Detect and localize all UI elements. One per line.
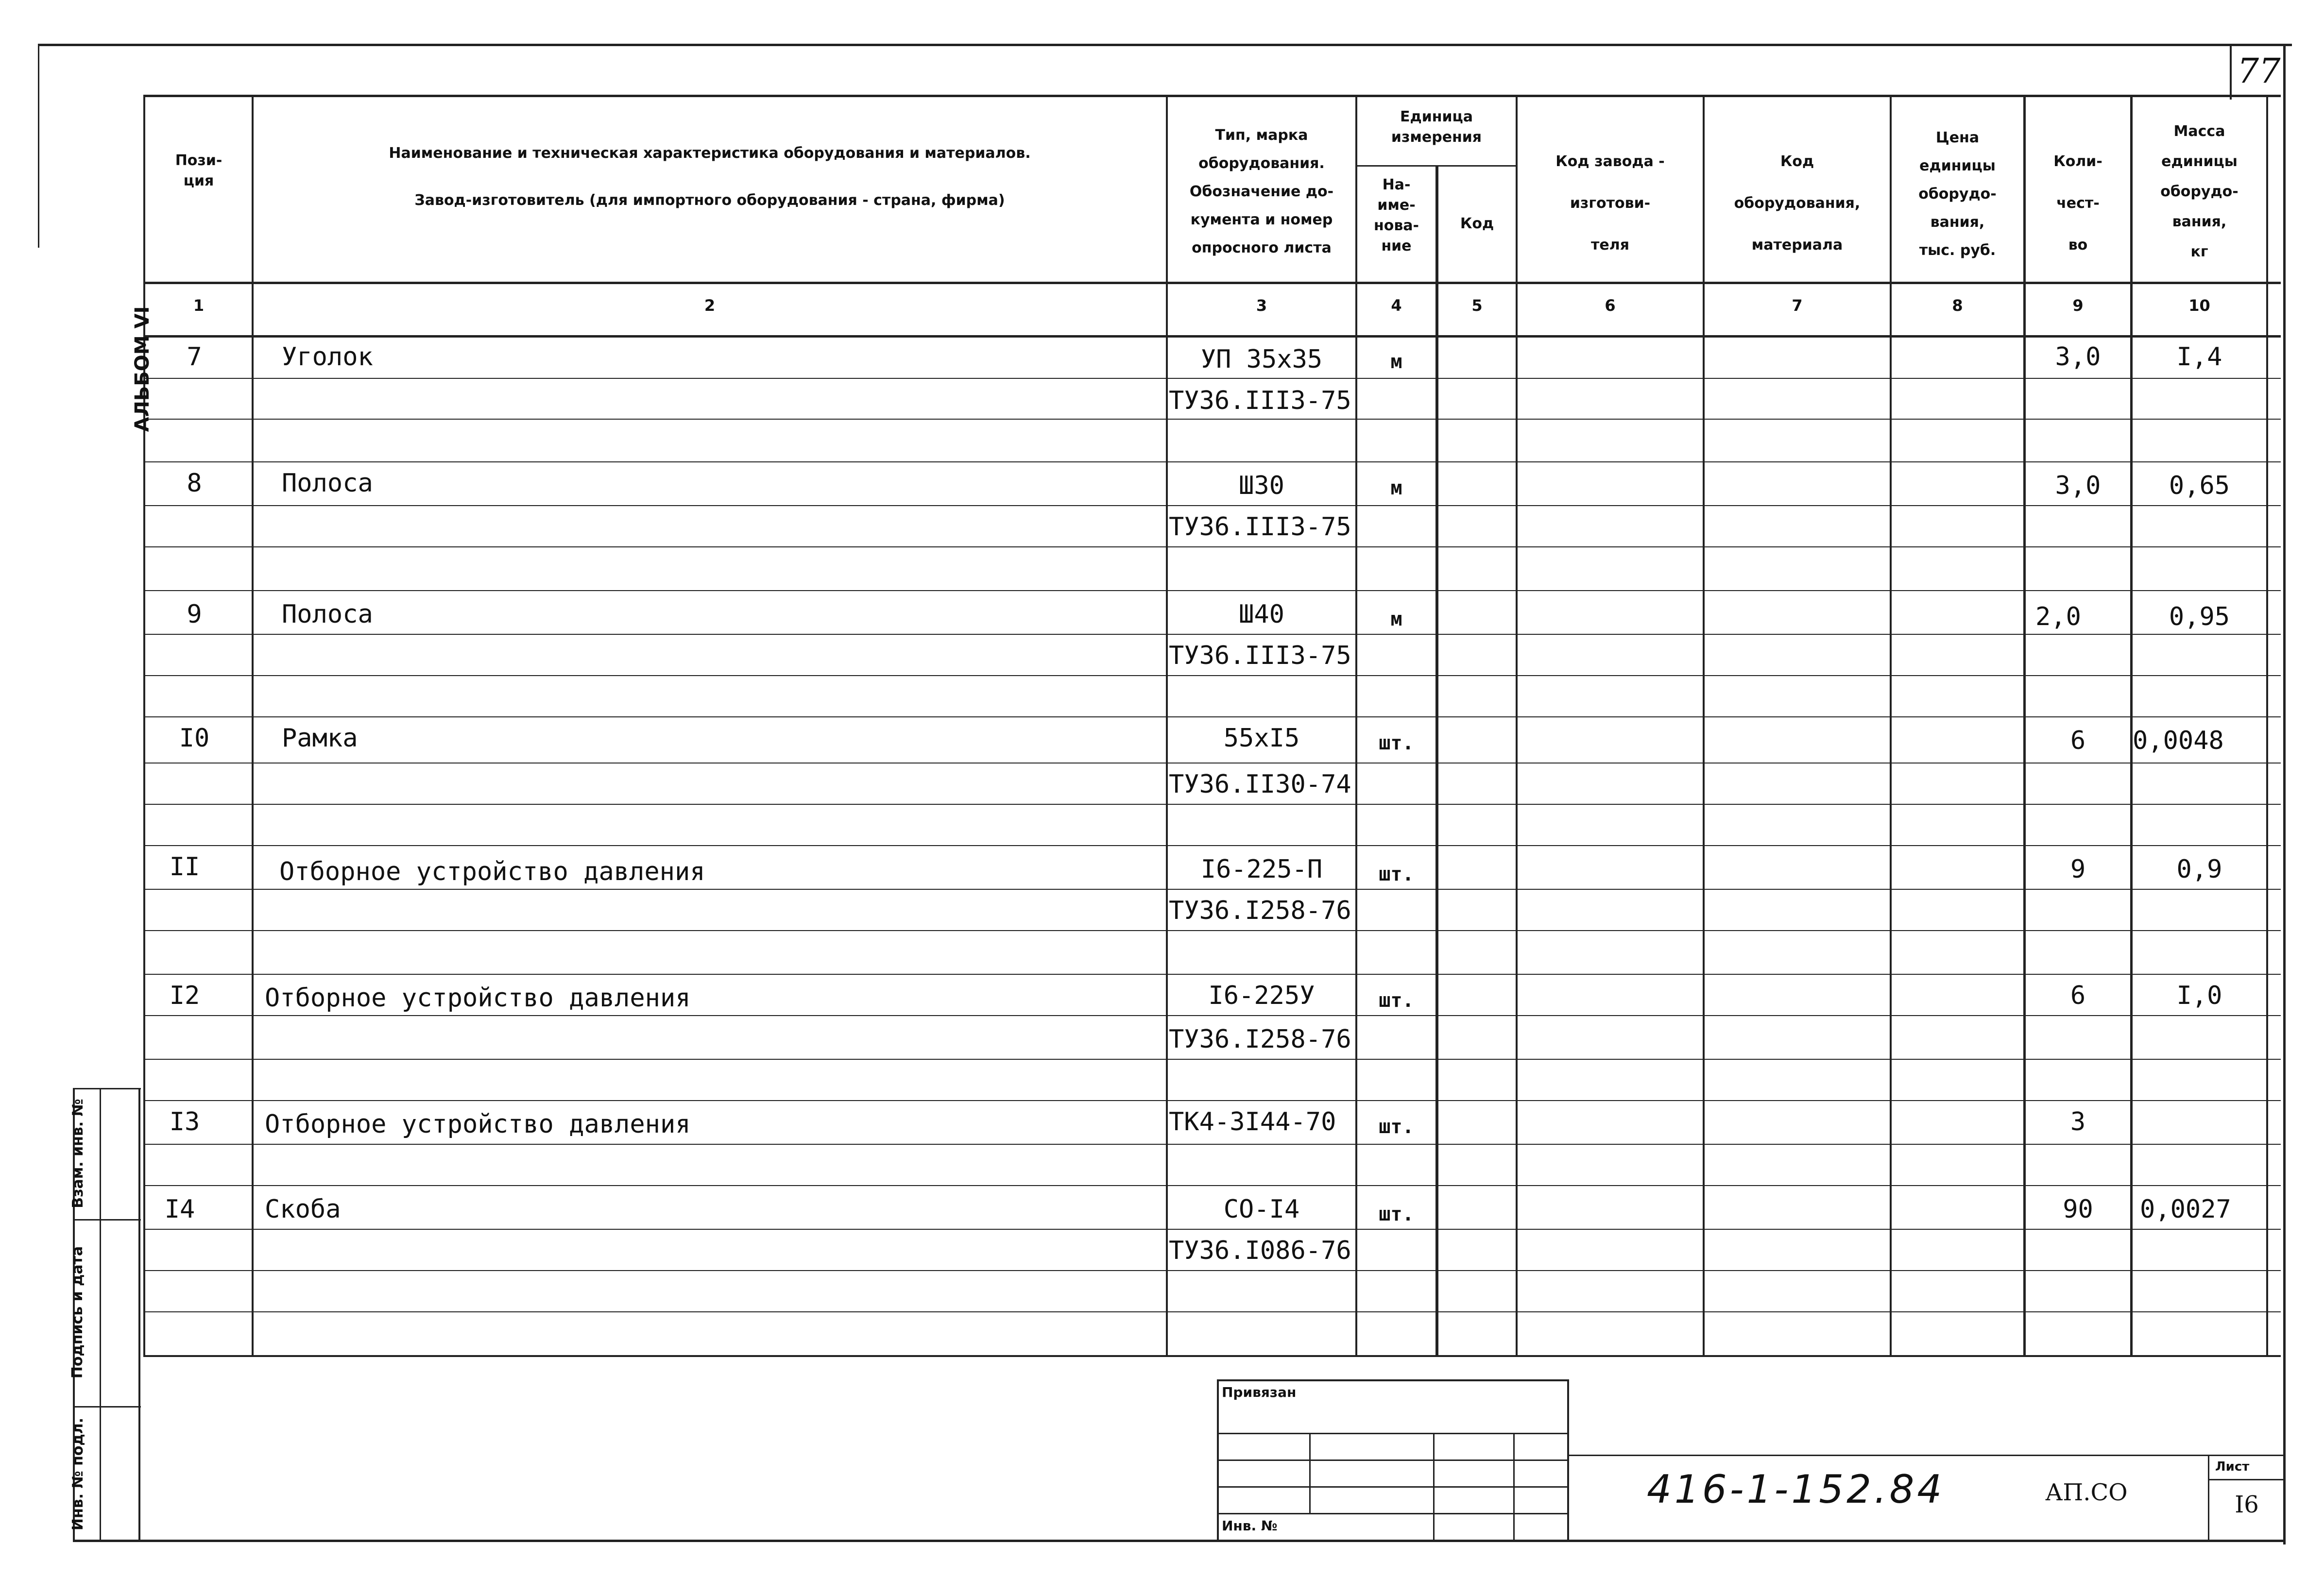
row-line bbox=[143, 378, 2281, 379]
col-number-1: 1 bbox=[193, 296, 205, 315]
tb-privyazan: Привязан bbox=[1222, 1384, 1297, 1400]
row-name: Рамка bbox=[282, 724, 358, 753]
tb-h3 bbox=[1217, 1486, 1569, 1488]
row-position: 7 bbox=[187, 342, 202, 372]
row-name: Отборное устройство давления bbox=[279, 857, 705, 886]
row-quantity: 6 bbox=[2070, 981, 2086, 1010]
row-mass: 0,9 bbox=[2176, 855, 2222, 884]
col-line-9 bbox=[2130, 95, 2133, 1355]
header-factory-code: Код завода - изготови- теля bbox=[1555, 153, 1665, 254]
row-quantity: 2,0 bbox=[2035, 602, 2081, 631]
table-bottom bbox=[143, 1355, 2281, 1357]
tb-doc-top bbox=[1567, 1455, 2284, 1456]
row-position: 8 bbox=[187, 469, 202, 498]
row-type-doc: ТУ36.III3-75 bbox=[1169, 641, 1351, 670]
table-top bbox=[143, 95, 2281, 97]
table-colnum-bottom bbox=[143, 335, 2281, 338]
row-type: I6-225-П bbox=[1200, 855, 1323, 884]
row-unit: м bbox=[1390, 477, 1402, 499]
col-number-10: 10 bbox=[2188, 296, 2210, 315]
row-unit: м bbox=[1390, 351, 1402, 373]
tb-v3 bbox=[1513, 1433, 1515, 1542]
col-number-8: 8 bbox=[1952, 296, 1963, 315]
row-line bbox=[143, 889, 2281, 890]
tb-h1 bbox=[1217, 1433, 1569, 1434]
album-label: АЛЬБОМ VI bbox=[131, 306, 154, 432]
frame-bottom bbox=[73, 1540, 2286, 1542]
col-line-1 bbox=[252, 95, 254, 1355]
row-type: I6-225У bbox=[1208, 981, 1315, 1010]
row-line bbox=[143, 930, 2281, 931]
doc-number: 416-1-152.84 bbox=[1647, 1467, 1945, 1512]
tb-top bbox=[1217, 1379, 1569, 1381]
col-line-4 bbox=[1435, 165, 1438, 1355]
row-type-doc: ТУ36.II30-74 bbox=[1169, 770, 1351, 799]
row-quantity: 3,0 bbox=[2055, 471, 2101, 500]
col-number-4: 4 bbox=[1391, 296, 1402, 315]
tb-inv-no: Инв. № bbox=[1222, 1518, 1278, 1534]
row-type: УП 35х35 bbox=[1200, 345, 1323, 374]
col-line-3 bbox=[1355, 95, 1357, 1355]
row-type-doc: ТУ36.I258-76 bbox=[1169, 896, 1351, 925]
row-quantity: 3,0 bbox=[2055, 342, 2101, 372]
row-line bbox=[143, 1015, 2281, 1016]
tb-v2 bbox=[1433, 1433, 1435, 1542]
col-line-7 bbox=[1890, 95, 1892, 1355]
row-line bbox=[143, 1311, 2281, 1312]
row-line bbox=[143, 845, 2281, 846]
side-stamp-mid bbox=[100, 1088, 101, 1542]
col-line-5 bbox=[1516, 95, 1518, 1355]
row-name: Полоса bbox=[282, 469, 373, 498]
row-line bbox=[143, 675, 2281, 676]
header-name-line2: Завод-изготовитель (для импортного оборудования - страна, фирма) bbox=[414, 192, 1005, 209]
col-number-7: 7 bbox=[1792, 296, 1803, 315]
frame-top bbox=[38, 44, 2292, 46]
side-stamp-sep1 bbox=[73, 1219, 141, 1221]
side-stamp-inv-podl: Инв. № подл. bbox=[69, 1417, 86, 1531]
row-name: Отборное устройство давления bbox=[265, 984, 691, 1013]
page-box-left bbox=[2230, 46, 2232, 100]
col-number-5: 5 bbox=[1471, 296, 1483, 315]
row-line bbox=[143, 716, 2281, 717]
row-name: Отборное устройство давления bbox=[265, 1110, 691, 1139]
frame-left bbox=[38, 44, 39, 248]
row-line bbox=[143, 1144, 2281, 1145]
row-line bbox=[143, 1185, 2281, 1186]
sheet-label: Лист bbox=[2215, 1459, 2250, 1474]
row-position: I0 bbox=[179, 724, 210, 753]
row-type-doc: ТУ36.III3-75 bbox=[1169, 512, 1351, 542]
row-mass: 0,95 bbox=[2169, 602, 2230, 631]
row-unit: шт. bbox=[1379, 732, 1414, 754]
row-type-doc: ТУ36.I086-76 bbox=[1169, 1236, 1351, 1265]
row-mass: I,0 bbox=[2176, 981, 2222, 1010]
row-line bbox=[143, 590, 2281, 591]
row-name: Скоба bbox=[265, 1195, 341, 1224]
row-line bbox=[143, 505, 2281, 506]
sheet-number: I6 bbox=[2235, 1491, 2259, 1518]
row-line bbox=[143, 546, 2281, 547]
side-stamp-vzam: Взам. инв. № bbox=[69, 1099, 86, 1208]
row-line bbox=[143, 1270, 2281, 1271]
row-position: I2 bbox=[169, 981, 200, 1010]
col-line-6 bbox=[1703, 95, 1705, 1355]
col-number-2: 2 bbox=[704, 296, 716, 315]
row-position: 9 bbox=[187, 600, 202, 629]
doc-code: АП.СО bbox=[2045, 1479, 2128, 1506]
page-number: 77 bbox=[2237, 51, 2281, 91]
row-line bbox=[143, 1059, 2281, 1060]
row-line bbox=[143, 419, 2281, 420]
col-number-3: 3 bbox=[1256, 296, 1267, 315]
tb-h2 bbox=[1217, 1459, 1569, 1461]
col-line-10 bbox=[2266, 95, 2268, 1355]
row-position: I4 bbox=[164, 1195, 195, 1224]
header-name-line1: Наименование и техническая характеристика оборудования и материалов. bbox=[389, 145, 1031, 162]
row-unit: м bbox=[1390, 608, 1402, 630]
row-unit: шт. bbox=[1379, 989, 1414, 1012]
row-quantity: 6 bbox=[2070, 726, 2086, 755]
row-line bbox=[143, 461, 2281, 462]
row-type-doc: ТУ36.III3-75 bbox=[1169, 386, 1351, 415]
header-type: Тип, марка оборудования. Обозначение до- кумента и номер опросного листа bbox=[1189, 127, 1334, 256]
header-unit-code: Код bbox=[1460, 215, 1494, 232]
row-mass: 0,0027 bbox=[2140, 1195, 2231, 1224]
table-header-bottom bbox=[143, 282, 2281, 284]
header-position: Пози- ция bbox=[175, 152, 222, 189]
row-name: Уголок bbox=[282, 342, 373, 372]
row-line bbox=[143, 804, 2281, 805]
side-stamp-podpis: Подпись и дата bbox=[69, 1246, 86, 1379]
row-position: II bbox=[169, 852, 200, 882]
row-quantity: 90 bbox=[2063, 1195, 2093, 1224]
row-quantity: 3 bbox=[2070, 1107, 2086, 1137]
row-unit: шт. bbox=[1379, 863, 1414, 885]
row-type: Ш30 bbox=[1239, 471, 1284, 500]
row-unit: шт. bbox=[1379, 1116, 1414, 1138]
row-mass: 0,65 bbox=[2169, 471, 2230, 500]
header-price: Цена единицы оборудо- вания, тыс. руб. bbox=[1918, 129, 1997, 259]
row-name: Полоса bbox=[282, 600, 373, 629]
row-line bbox=[143, 1229, 2281, 1230]
header-quantity: Коли- чест- во bbox=[2053, 153, 2102, 254]
row-quantity: 9 bbox=[2070, 855, 2086, 884]
row-mass: 0,0048 bbox=[2133, 726, 2224, 755]
row-type: 55хI5 bbox=[1223, 724, 1300, 753]
row-line bbox=[143, 634, 2281, 635]
header-unit-name: На- име- нова- ние bbox=[1373, 176, 1419, 255]
row-type: ТК4-3I44-70 bbox=[1169, 1107, 1336, 1137]
row-type: Ш40 bbox=[1239, 600, 1284, 629]
header-mass: Масса единицы оборудо- вания, кг bbox=[2160, 123, 2239, 260]
col-line-8 bbox=[2023, 95, 2026, 1355]
tb-h4 bbox=[1217, 1513, 1569, 1514]
row-line bbox=[143, 763, 2281, 764]
col-line-0 bbox=[143, 95, 145, 1355]
row-line bbox=[143, 1100, 2281, 1101]
row-type-doc: ТУ36.I258-76 bbox=[1169, 1025, 1351, 1054]
sheet-box-left bbox=[2208, 1455, 2209, 1542]
row-mass: I,4 bbox=[2176, 342, 2222, 372]
row-position: I3 bbox=[169, 1107, 200, 1137]
col-number-9: 9 bbox=[2072, 296, 2084, 315]
tb-v1 bbox=[1309, 1433, 1311, 1513]
col-number-6: 6 bbox=[1605, 296, 1616, 315]
sheet-box-sep bbox=[2208, 1479, 2286, 1480]
side-stamp-right bbox=[138, 1088, 140, 1542]
row-type: СО-I4 bbox=[1223, 1195, 1300, 1224]
header-unit: Единица измерения bbox=[1391, 108, 1482, 146]
header-equipment-code: Код оборудования, материала bbox=[1734, 153, 1861, 254]
row-line bbox=[143, 974, 2281, 975]
frame-right bbox=[2283, 44, 2286, 1544]
row-unit: шт. bbox=[1379, 1203, 1414, 1225]
